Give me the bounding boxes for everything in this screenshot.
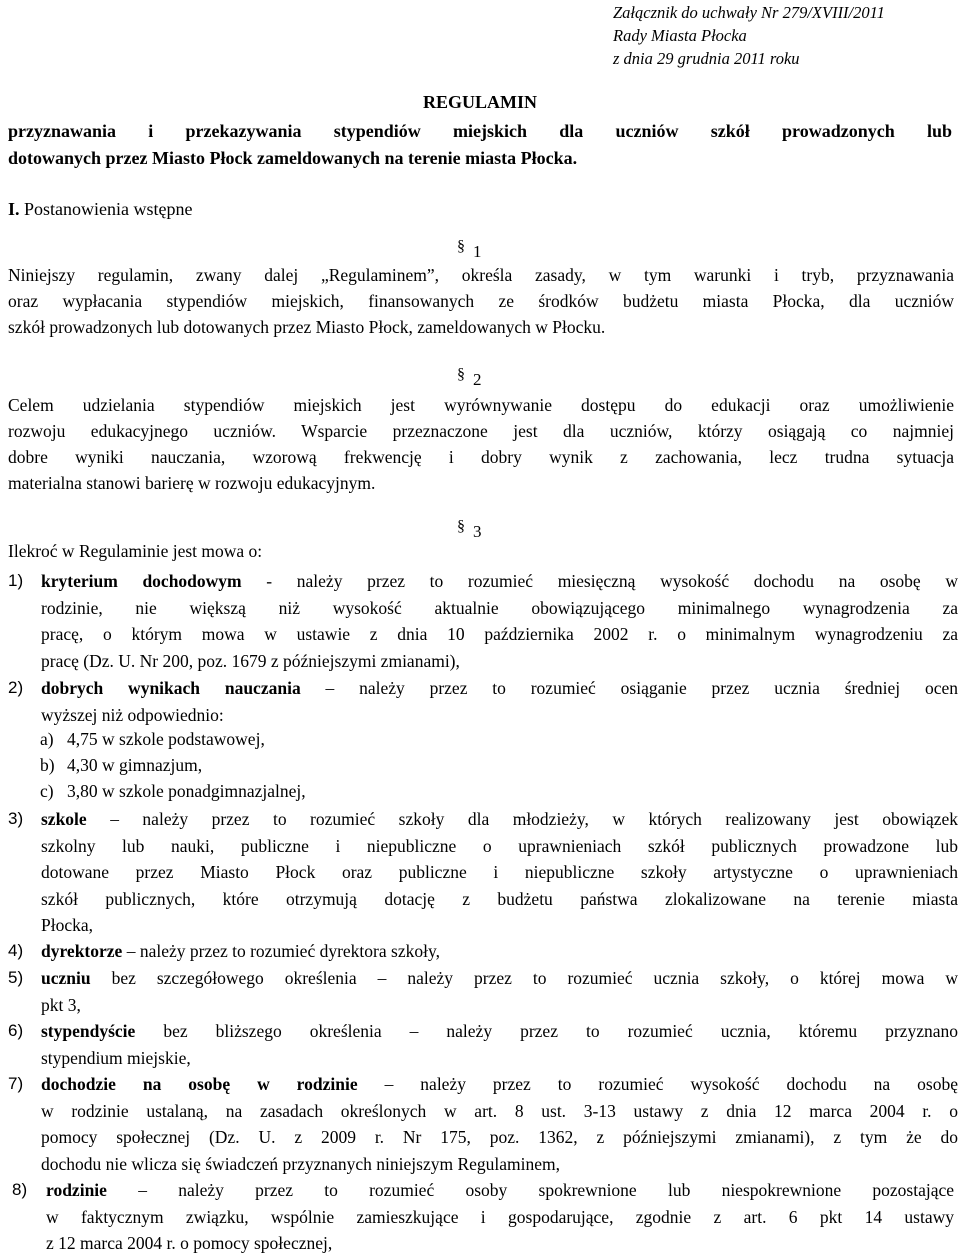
item-line: pracę (Dz. U. Nr 200, poz. 1679 z późniejszymi zmianami), bbox=[41, 650, 460, 671]
item-line: stypendium miejskie, bbox=[41, 1047, 191, 1068]
item-line bbox=[46, 1177, 954, 1204]
item-text: – należy przez to rozumieć dyrektora szkoły, bbox=[122, 941, 440, 961]
item-line: z 12 marca 2004 r. o pomocy społecznej, bbox=[46, 1233, 333, 1253]
paragraph-1-line: oraz wypłacania stypendiów miejskich, finansowanych ze środków budżetu miasta Płocka, dla uczniów bbox=[8, 291, 954, 311]
item-line: w rodzinie ustalaną, na zasadach określonych w art. 8 ust. 3-13 ustawy z dnia 12 marca 2004 r. o bbox=[41, 1100, 958, 1121]
item-text: - należy przez to rozumieć miesięczną wysokość dochodu na osobę w bbox=[241, 571, 958, 591]
paragraph-1-line: szkół prowadzonych lub dotowanych przez Miasto Płock, zameldowanych w Płocku. bbox=[8, 317, 606, 337]
item-line: dotowane przez Miasto Płock oraz publiczne i niepubliczne szkoły artystyczne o uprawnieniach bbox=[41, 862, 958, 882]
header-line-1: Załącznik do uchwały Nr 279/XVIII/2011 bbox=[613, 3, 885, 22]
item-text: – należy przez to rozumieć szkoły dla młodzieży, w których realizowany jest obowiązek bbox=[86, 809, 958, 829]
definition-item bbox=[8, 938, 958, 965]
item-line: szkół publicznych, które otrzymują dotację z budżetu państwa zlokalizowane na terenie miasta bbox=[41, 888, 958, 909]
item-term: dyrektorze bbox=[41, 941, 123, 961]
item-line: rodzinie, nie większą niż wysokość aktualnie obowiązującego minimalnego wynagrodzenia za bbox=[41, 597, 958, 618]
subtitle-line-2: dotowanych przez Miasto Płock zameldowanych na terenie miasta Płocka. bbox=[8, 148, 578, 168]
item-term: szkole bbox=[41, 809, 87, 829]
paragraph-2-number bbox=[457, 366, 482, 390]
section-heading bbox=[8, 199, 192, 220]
item-text: – należy przez to rozumieć wysokość dochodu na osobę bbox=[357, 1074, 958, 1094]
item-line: w faktycznym związku, wspólnie zamieszkujące i gospodarujące, zgodnie z art. 6 pkt 14 ustawy bbox=[46, 1206, 954, 1227]
item-number: 1) bbox=[8, 571, 24, 590]
item-line: pkt 3, bbox=[41, 994, 81, 1015]
paragraph-2-line: Celem udzielania stypendiów miejskich jest wyrównywanie dostępu do edukacji oraz umożliwienie bbox=[8, 395, 954, 415]
paragraph-2-line: materialna stanowi barierę w rozwoju edukacyjnym. bbox=[8, 473, 376, 493]
item-line bbox=[41, 938, 958, 965]
item-number: 4) bbox=[8, 941, 24, 960]
paragraph-1 bbox=[8, 262, 954, 340]
subtitle-line-1: przyznawania i przekazywania stypendiów miejskich dla uczniów szkół prowadzonych lub bbox=[8, 121, 952, 141]
paragraph-1-number bbox=[457, 238, 482, 262]
item-line bbox=[41, 675, 958, 702]
item-text: – należy przez to rozumieć osiąganie przez ucznia średniej ocen bbox=[300, 678, 959, 698]
item-line bbox=[41, 965, 958, 992]
document-title: REGULAMIN bbox=[422, 92, 537, 112]
definition-item bbox=[8, 568, 958, 674]
definition-item bbox=[8, 1018, 958, 1071]
item-text: bez bliższego określenia – należy przez to rozumieć ucznia, któremu przyznano bbox=[135, 1021, 958, 1041]
header-line-2: Rady Miasta Płocka bbox=[613, 26, 747, 45]
paragraph-3-num: 3 bbox=[473, 522, 482, 541]
item-line: dochodu nie wlicza się świadczeń przyznanych niniejszym Regulaminem, bbox=[41, 1153, 560, 1174]
definition-item bbox=[8, 675, 958, 727]
header-line-3: z dnia 29 grudnia 2011 roku bbox=[613, 49, 800, 68]
item-text: – należy przez to rozumieć osoby spokrewnione lub niespokrewnione pozostające bbox=[106, 1180, 954, 1200]
sub-item-letter: a) bbox=[40, 729, 54, 749]
item-term: kryterium dochodowym bbox=[41, 571, 242, 591]
definition-item bbox=[8, 1071, 958, 1177]
paragraph-2-line: dobre wyniki nauczania, wzorową frekwencję i dobry wynik z zachowania, lecz trudna sytuacja bbox=[8, 447, 954, 467]
item-number: 8) bbox=[12, 1180, 28, 1199]
sub-item-letter: c) bbox=[40, 781, 54, 801]
paragraph-1-num: 1 bbox=[473, 242, 482, 261]
paragraph-2-num: 2 bbox=[473, 370, 482, 389]
section-sign-icon: § bbox=[457, 238, 465, 255]
item-number: 3) bbox=[8, 809, 24, 828]
paragraph-2 bbox=[8, 392, 954, 496]
sub-item bbox=[40, 755, 202, 776]
section-sign-icon: § bbox=[457, 366, 465, 383]
section-sign-icon: § bbox=[457, 518, 465, 535]
item-line bbox=[41, 568, 958, 595]
item-term: uczniu bbox=[41, 968, 91, 988]
sub-item-text: 4,75 w szkole podstawowej, bbox=[67, 729, 265, 749]
item-line: pracę, o którym mowa w ustawie z dnia 10 października 2002 r. o minimalnym wynagrodzeniu za bbox=[41, 624, 958, 644]
item-line: Płocka, bbox=[41, 915, 94, 935]
item-text: bez szczegółowego określenia – należy przez to rozumieć ucznia szkoły, o której mowa w bbox=[90, 968, 958, 988]
item-line: szkolny lub nauki, publiczne i niepubliczne o uprawnieniach szkół publicznych prowadzone lub bbox=[41, 835, 958, 856]
paragraph-3-number bbox=[457, 518, 482, 542]
item-term: dochodzie na osobę w rodzinie bbox=[41, 1074, 358, 1094]
definitions-lead: Ilekroć w Regulaminie jest mowa o: bbox=[8, 541, 263, 561]
item-line: pomocy społecznej (Dz. U. z 2009 r. Nr 175, poz. 1362, z późniejszymi zmianami), z tym że do bbox=[41, 1127, 958, 1147]
item-line bbox=[41, 806, 958, 833]
sub-item bbox=[40, 781, 306, 802]
item-line bbox=[41, 1071, 958, 1098]
item-number: 2) bbox=[8, 678, 24, 697]
document-subtitle bbox=[8, 118, 952, 172]
definition-item bbox=[12, 1177, 954, 1257]
section-roman: I. bbox=[8, 199, 20, 219]
definition-item bbox=[8, 806, 958, 940]
item-number: 7) bbox=[8, 1074, 24, 1093]
item-term: stypendyście bbox=[41, 1021, 136, 1041]
item-line: wyższej niż odpowiednio: bbox=[41, 704, 224, 725]
attachment-header bbox=[613, 1, 953, 70]
item-term: dobrych wynikach nauczania bbox=[41, 678, 301, 698]
sub-item bbox=[40, 729, 265, 750]
item-term: rodzinie bbox=[46, 1180, 107, 1200]
paragraph-1-line: Niniejszy regulamin, zwany dalej „Regulaminem”, określa zasady, w tym warunki i tryb, przyznawania bbox=[8, 265, 954, 285]
item-line bbox=[41, 1018, 958, 1045]
sub-item-text: 3,80 w szkole ponadgimnazjalnej, bbox=[67, 781, 306, 801]
item-number: 6) bbox=[8, 1021, 24, 1040]
section-title: Postanowienia wstępne bbox=[24, 199, 193, 219]
definition-item bbox=[8, 965, 958, 1018]
paragraph-2-line: rozwoju edukacyjnego uczniów. Wsparcie przeznaczone jest dla uczniów, którzy osiągają co najmniej bbox=[8, 421, 954, 441]
sub-item-text: 4,30 w gimnazjum, bbox=[67, 755, 203, 775]
sub-item-letter: b) bbox=[40, 755, 55, 775]
item-number: 5) bbox=[8, 968, 24, 987]
